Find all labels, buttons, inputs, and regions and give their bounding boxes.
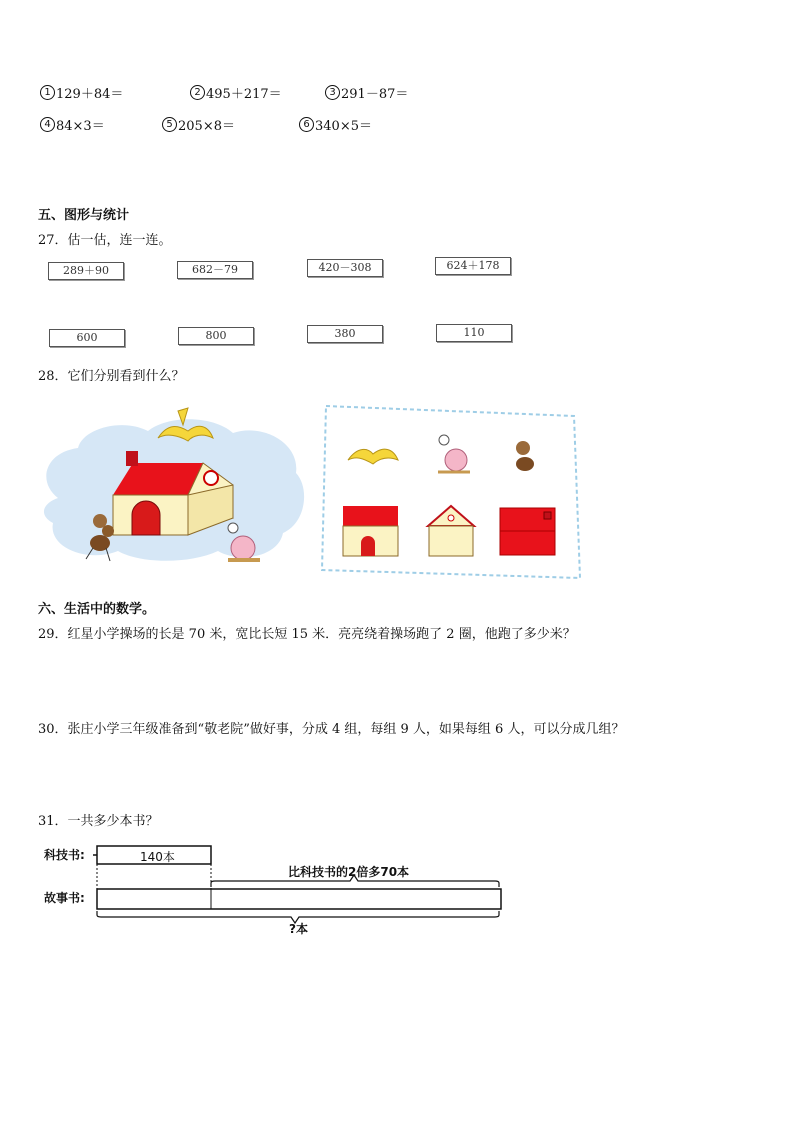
- estimate-expression-box: 624＋178: [435, 257, 511, 275]
- question-30: 30．张庄小学三年级准备到“敬老院”做好事，分成 4 组，每组 9 人，如果每组 6 人，可以分成几组？: [38, 722, 625, 737]
- estimate-expression-box: 682－79: [177, 261, 253, 279]
- estimate-expression-box: 420－308: [307, 259, 383, 277]
- house-front-view-icon: [343, 506, 398, 556]
- circle-number: 4: [40, 117, 55, 132]
- estimate-result-box: 380: [307, 325, 383, 343]
- calc-expression: 291－87＝: [341, 87, 409, 102]
- question-29: 29．红星小学操场的长是 70 米，宽比长短 15 米．亮亮绕着操场跑了 2 圈，他跑了多少米？: [38, 627, 576, 642]
- estimate-result-box: 800: [178, 327, 254, 345]
- calc-item-5: [162, 115, 235, 134]
- question-27: 27．估一估，连一连。: [38, 233, 172, 248]
- calc-expression: 129＋84＝: [56, 87, 124, 102]
- circle-number: 1: [40, 85, 55, 100]
- story-books-bar: [97, 889, 501, 909]
- circle-number: 5: [162, 117, 177, 132]
- section-5-title: 五、图形与统计: [38, 208, 130, 223]
- circle-number: 3: [325, 85, 340, 100]
- question-28: 28．它们分别看到什么？: [38, 369, 185, 384]
- total-question-label: ?本: [289, 922, 308, 936]
- calc-expression: 340×5＝: [315, 119, 372, 134]
- house-scene-illustration: [38, 403, 310, 568]
- calc-expression: 495＋217＝: [206, 87, 282, 102]
- circle-number: 6: [299, 117, 314, 132]
- calc-expression: 205×8＝: [178, 119, 235, 134]
- calc-item-2: [190, 83, 282, 102]
- calc-item-6: [299, 115, 372, 134]
- calc-item-3: [325, 83, 408, 102]
- estimate-result-box: 600: [49, 329, 125, 347]
- house-top-view-icon: [500, 508, 555, 555]
- estimate-expression-box: 289＋90: [48, 262, 124, 280]
- calc-expression: 84×3＝: [56, 119, 105, 134]
- question-31: 31．一共多少本书？: [38, 814, 159, 829]
- top-brace-label: 比科技书的2倍多70本: [288, 865, 410, 879]
- calc-item-4: [40, 115, 105, 134]
- estimate-result-box: 110: [436, 324, 512, 342]
- science-books-label: 科技书:: [44, 848, 85, 862]
- story-books-label: 故事书:: [44, 891, 85, 905]
- calc-item-1: [40, 83, 123, 102]
- views-answer-card: [318, 398, 583, 586]
- science-books-value: 140本: [140, 850, 175, 864]
- circle-number: 2: [190, 85, 205, 100]
- section-6-title: 六、生活中的数学。: [38, 602, 156, 617]
